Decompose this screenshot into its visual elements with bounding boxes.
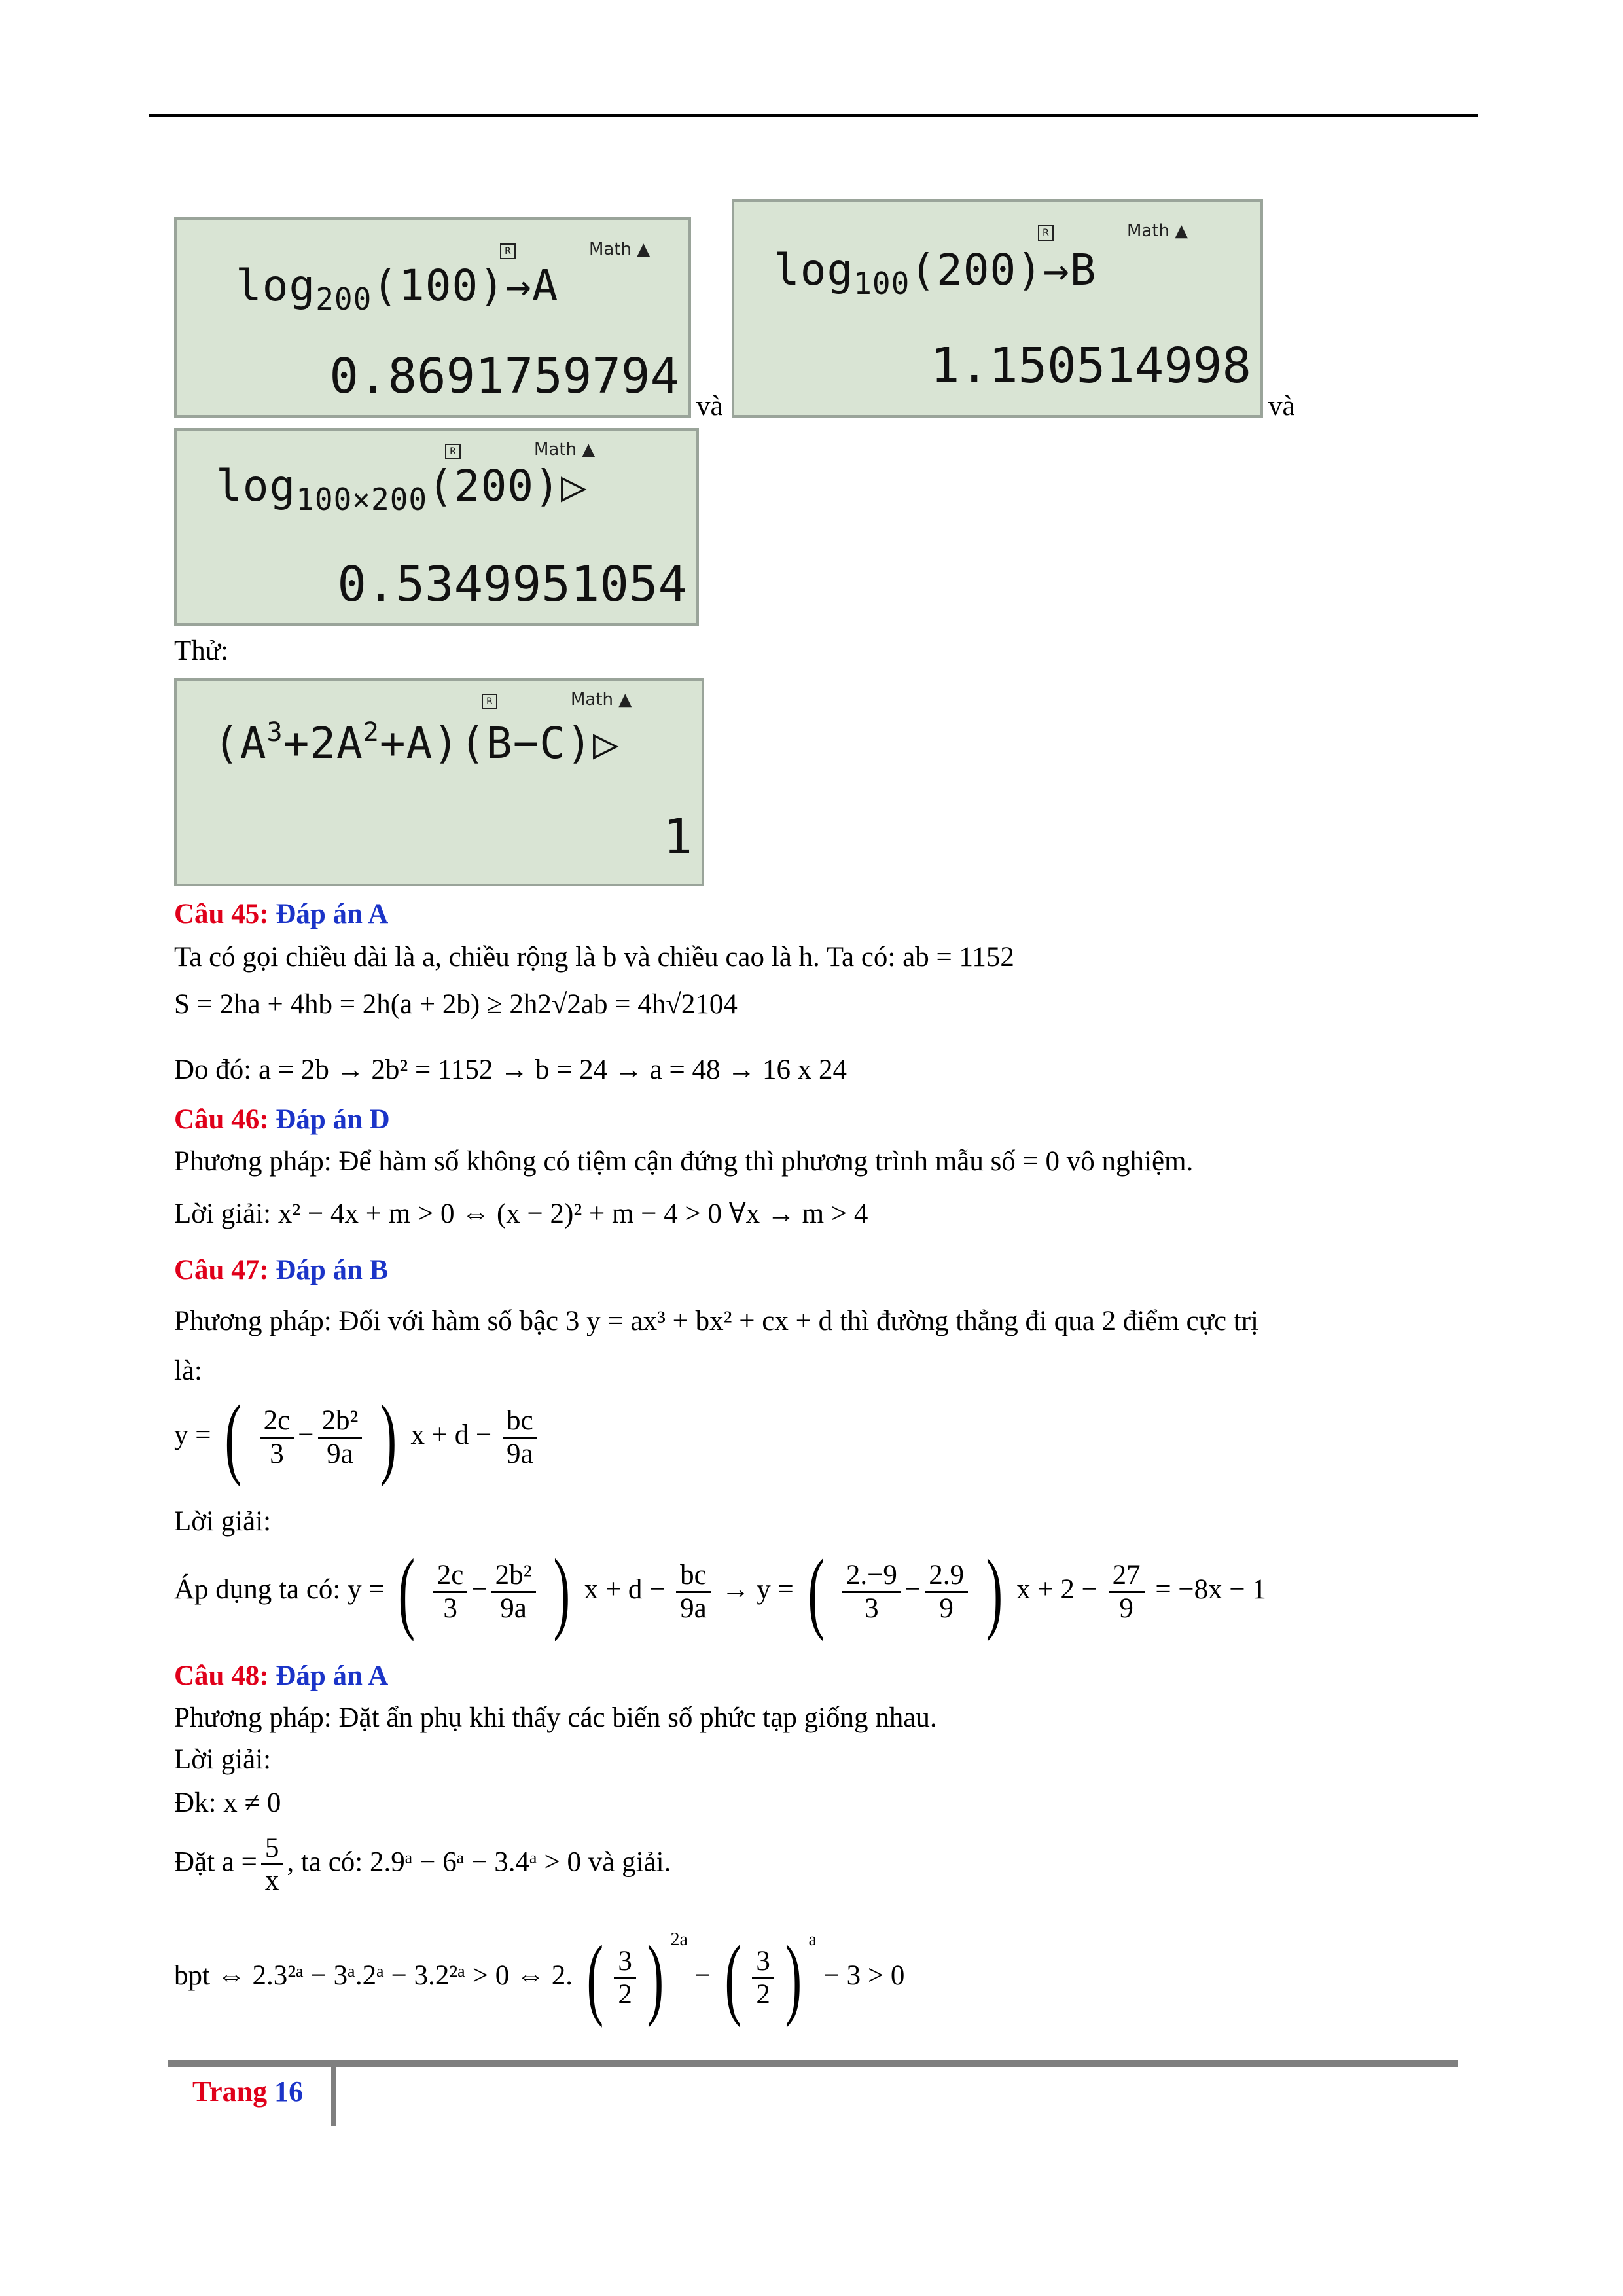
- page-number: Trang 16: [192, 2075, 304, 2108]
- fraction: $\frac{bc}{9a}$: [676, 1560, 711, 1624]
- r-indicator: R: [1038, 225, 1054, 241]
- fraction: $\frac{bc}{9a}$: [503, 1405, 537, 1469]
- r-indicator: R: [445, 444, 461, 459]
- calc-screen-1: [174, 217, 691, 418]
- question-46-heading: Câu 46: Đáp án D: [174, 1104, 390, 1135]
- calc-screen-3: [174, 428, 699, 626]
- fraction: $\frac{5}{x}$: [261, 1833, 283, 1897]
- calc-expression: $(A^3+2A^2+A)(B-C)▷$: [213, 717, 620, 768]
- fraction: $\frac{3}{2}$: [752, 1946, 774, 2010]
- r-indicator: R: [482, 694, 497, 709]
- q47-solution-label: Lời giải:: [174, 1506, 272, 1537]
- calc-result: 1.150514998: [930, 338, 1251, 394]
- calc-expression: $\log_{200}(100)\to A$: [236, 260, 559, 317]
- calc-result: 0.8691759794: [329, 348, 679, 404]
- q48-line-2: Lời giải:: [174, 1744, 272, 1775]
- fraction: $\frac{27}{9}$: [1109, 1560, 1145, 1624]
- try-label: Thử:: [174, 636, 229, 666]
- top-rule: [149, 114, 1478, 117]
- fraction: $\frac{2.9}{9}$: [925, 1560, 968, 1624]
- calc-result: 1: [663, 809, 692, 865]
- q45-line-2: S = 2ha + 4hb = 2h(a + 2b) ≥ 2h2√2ab = 4h√2104: [174, 989, 738, 1020]
- question-47-heading: Câu 47: Đáp án B: [174, 1255, 389, 1285]
- calc-expression: $\log_{100\times 200}(200)▷$: [216, 461, 588, 517]
- math-indicator: Math ▲: [571, 690, 632, 709]
- q46-line-2: Lời giải: x² − 4x + m > 0 ⇔ (x − 2)² + m − 4 > 0 ∀x → m > 4: [174, 1198, 868, 1229]
- connector-and: và: [1268, 391, 1295, 422]
- fraction: $\frac{\text{2b²}}{9a}$: [491, 1560, 536, 1624]
- calc-screen-2: [732, 199, 1263, 418]
- question-48-heading: Câu 48: Đáp án A: [174, 1660, 389, 1691]
- q48-line-1: Phương pháp: Đặt ẩn phụ khi thấy các biến số phức tạp giống nhau.: [174, 1702, 937, 1733]
- q47-line-1: Phương pháp: Đối với hàm số bậc 3 y = ax³ + bx² + cx + d thì đường thẳng đi qua 2 điểm cực trị: [174, 1306, 1258, 1336]
- footer-divider: [331, 2067, 336, 2126]
- connector-and: và: [696, 391, 723, 422]
- fraction: $\frac{2c}{3}$: [260, 1405, 294, 1469]
- footer-rule: [168, 2060, 1458, 2067]
- q47-line-1b: là:: [174, 1355, 202, 1386]
- fraction: $\frac{3}{2}$: [614, 1946, 636, 2010]
- fraction: $\frac{2c}{3}$: [433, 1560, 468, 1624]
- math-indicator: Math ▲: [534, 440, 596, 459]
- q46-line-1: Phương pháp: Để hàm số không có tiệm cận đứng thì phương trình mẫu số = 0 vô nghiệm.: [174, 1146, 1194, 1177]
- calc-expression: $\log_{100}(200)\to B$: [774, 245, 1097, 301]
- q47-apply-formula: Áp dụng ta có: y = ( $\frac{2c}{3}$ − $\frac{\text{2b²}}{9a}$ ) x + d − $\frac{bc}{9a}$ → y = ( $\frac{2.-9}{3}$ − $\frac{2.9}{9}$ ) x + 2 − $\frac{27}{9}$ = −8x − 1: [174, 1541, 1266, 1642]
- q48-line-3: Đk: x ≠ 0: [174, 1787, 281, 1818]
- r-indicator: R: [500, 243, 516, 259]
- math-indicator: Math ▲: [1127, 221, 1188, 241]
- q45-line-1: Ta có gọi chiều dài là a, chiều rộng là b và chiều cao là h. Ta có: ab = 1152: [174, 942, 1014, 973]
- q48-substitution: Đặt a = $\frac{5}{x}$ , ta có: 2.9ᵃ − 6ᵃ − 3.4ᵃ > 0 và giải.: [174, 1833, 671, 1897]
- calc-result: 0.5349951054: [337, 556, 687, 613]
- fraction: $\frac{2.-9}{3}$: [842, 1560, 901, 1624]
- question-45-heading: Câu 45: Đáp án A: [174, 899, 389, 929]
- fraction: $\frac{\text{2b²}}{9a}$: [318, 1405, 363, 1469]
- q45-line-3: Do đó: a = 2b → 2b² = 1152 → b = 24 → a = 48 → 16 x 24: [174, 1054, 847, 1085]
- math-indicator: Math ▲: [589, 240, 651, 259]
- q47-formula: y = ( $\frac{2c}{3}$ − $\frac{\text{2b²}}{9a}$ ) x + d − $\frac{bc}{9a}$: [174, 1401, 541, 1474]
- q48-inequality: bpt ⇔ 2.3²ᵃ − 3ᵃ.2ᵃ − 3.2²ᵃ > 0 ⇔ 2. ( $\frac{3}{2}$ ) $^{2a}$ − ( $\frac{3}{2}$ ) $^a$ − 3 > 0: [174, 1927, 905, 2029]
- calc-screen-4: [174, 678, 704, 886]
